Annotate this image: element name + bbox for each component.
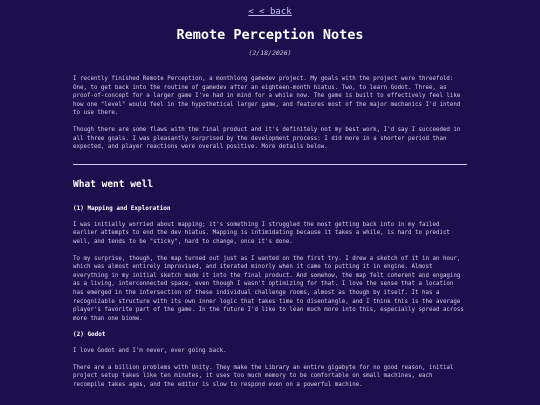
body-paragraph: I love Godot and I'm never, ever going back. [73, 348, 227, 355]
body-paragraph: There are a billion problems with Unity. They make the Library an entire gigabyte for no good reason, initial project setup takes like ten minutes, it uses too much memory to be comfortable on small machines, each recompile takes ages, and the editor is slow to respond even on a powerful machine. [73, 364, 454, 389]
body-paragraph: I was initially worried about mapping; it's something I struggled the most getting back into in my failed earlier attempts to end the dev hiatus. Mapping is intimidating because it takes a while, is hard to predict well, and tends to be "sticky", hard to change, once it's done. [73, 221, 450, 245]
body-paragraph: To my surprise, though, the map turned out just as I wanted on the first try. I drew a sketch of it in an hour, which was almost entirely improvised, and iterated minorly when it came to putting it in engine. Almost everything in my initial sketch made it into the final product. And somehow, the map felt coherent and engaging as a living, interconnected space, even though I wasn't optimizing for that. I love the sense that a location has emerged in the intersection of these individual challenge rooms, almost as though by itself. It has a recognizable structure with its own inner logic that takes time to disentangle, and I think this is the average player's favorite part of the game. In the future I'd like to lean much more into this, especially spread across more than one biome. [73, 255, 464, 322]
section-divider [73, 164, 467, 165]
post-date: (2/18/2026) [248, 49, 292, 57]
subsection-heading: (1) Mapping and Exploration [73, 204, 171, 212]
article-column [73, 6, 467, 398]
back-link[interactable]: < < back [248, 7, 292, 17]
intro-paragraph: Though there are some flaws with the final product and it's definitely not my best work, I'd say I succeeded in all three goals. I was pleasantly surprised by the development process: I did more in a shorter period than expected, and player reactions were overall positive. More details below. [73, 126, 461, 151]
subsection-heading: (2) Godot [73, 331, 106, 339]
section-heading: What went well [73, 178, 154, 190]
intro-paragraph: I recently finished Remote Perception, a monthlong gamedev project. My goals with the project were threefold: One, to get back into the routine of gamedev after an eighteen-month hiatus. Two, to learn Godot. Three, as proof-of-concept for a larger game I've had in mind for a while now. The game is built to effectively feel like how one "level" would feel in the hypothetical larger game, and features most of the major mechanics I'd intend to use there. [73, 76, 461, 117]
page-title: Remote Perception Notes [176, 27, 364, 43]
